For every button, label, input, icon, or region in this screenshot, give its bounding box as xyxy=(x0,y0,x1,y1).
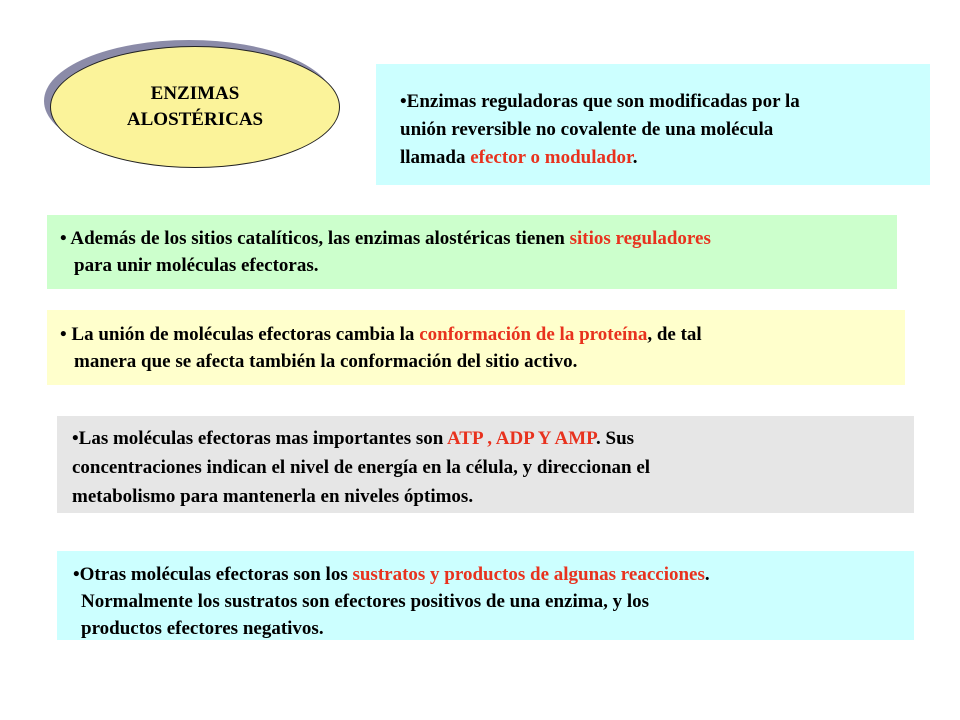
conformation-box xyxy=(47,310,905,385)
regulatory-line-2: para unir moléculas efectoras. xyxy=(74,255,319,276)
definition-box xyxy=(376,64,930,185)
definition-line-3-text: llamada xyxy=(400,147,471,168)
definition-highlight: efector o modulador xyxy=(470,147,633,168)
regulatory-line-1-text: • Además de los sitios catalíticos, las enzimas alostéricas tienen xyxy=(60,228,570,249)
effectors-line-2: concentraciones indican el nivel de energía en la célula, y direccionan el xyxy=(72,457,651,478)
definition-line-2: unión reversible no covalente de una molécula xyxy=(400,119,774,140)
effectors-line-1-text: •Las moléculas efectoras mas importantes son xyxy=(72,428,447,449)
effectors-line-1-end: . Sus xyxy=(596,428,635,449)
substrates-line-3: productos efectores negativos. xyxy=(81,618,324,639)
substrates-box xyxy=(57,551,914,640)
conformation-line-1-end: , de tal xyxy=(647,324,702,345)
title-ellipse xyxy=(50,46,340,168)
conformation-line-1 xyxy=(60,321,905,348)
effectors-line-3: metabolismo para mantenerla en niveles óptimos. xyxy=(72,486,474,507)
definition-line-3-end: . xyxy=(632,147,638,168)
effectors-line-1 xyxy=(72,424,914,453)
effectors-box xyxy=(57,416,914,513)
substrates-line-1 xyxy=(73,561,914,588)
title-line-1: ENZIMAS xyxy=(150,83,240,104)
title-line-2: ALOSTÉRICAS xyxy=(126,109,264,130)
regulatory-line-1 xyxy=(60,225,897,252)
substrates-highlight: sustratos y productos de algunas reacciones xyxy=(352,564,705,585)
conformation-line-2: manera que se afecta también la conformación del sitio activo. xyxy=(74,351,578,372)
effectors-highlight: ATP , ADP Y AMP xyxy=(447,428,597,449)
regulatory-sites-box xyxy=(47,215,897,289)
substrates-line-1-text: •Otras moléculas efectoras son los xyxy=(73,564,353,585)
regulatory-highlight: sitios reguladores xyxy=(569,228,711,249)
substrates-line-1-end: . xyxy=(704,564,710,585)
substrates-line-2: Normalmente los sustratos son efectores positivos de una enzima, y los xyxy=(81,591,650,612)
definition-line-3 xyxy=(400,144,930,172)
conformation-line-1-text: • La unión de moléculas efectoras cambia la xyxy=(60,324,420,345)
conformation-highlight: conformación de la proteína xyxy=(419,324,648,345)
definition-line-1: •Enzimas reguladoras que son modificadas por la xyxy=(400,91,800,112)
